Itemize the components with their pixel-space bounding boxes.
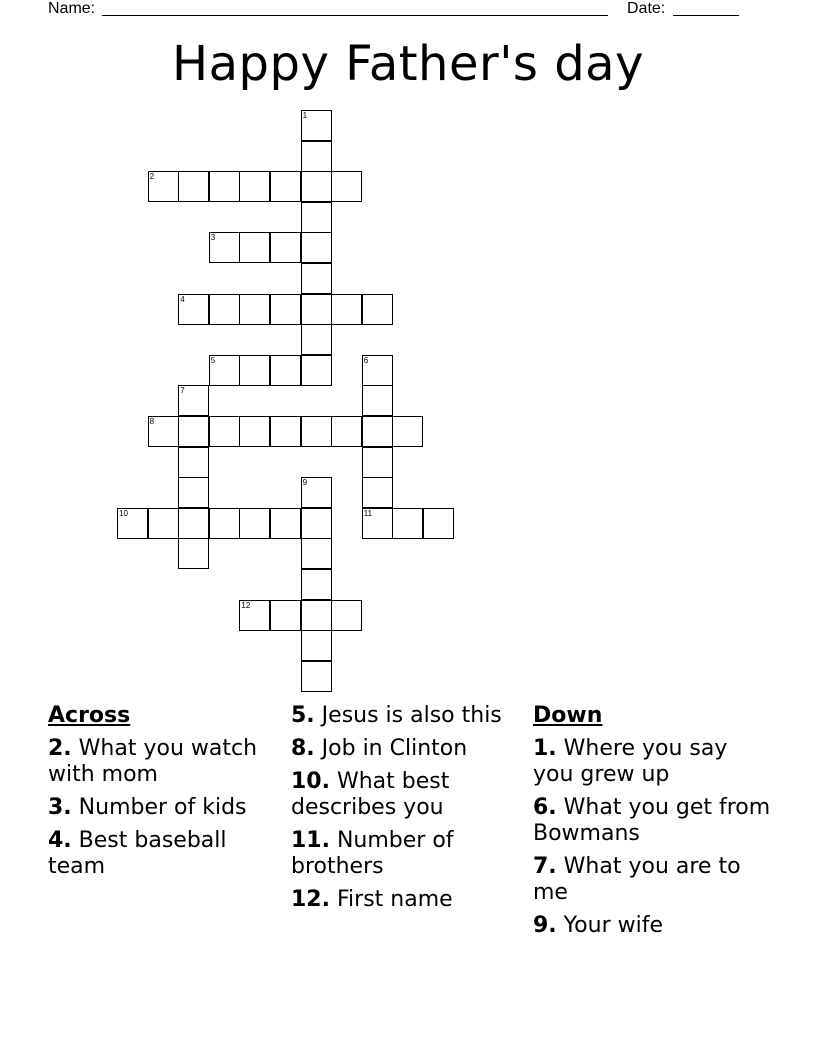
clue-across-8 (291, 736, 526, 762)
grid-cell[interactable] (209, 355, 240, 386)
grid-cell[interactable] (239, 355, 270, 386)
cell-number: 10 (119, 508, 128, 518)
grid-cell[interactable] (209, 171, 240, 202)
clue-number: 12. (291, 887, 330, 912)
cell-number: 11 (363, 508, 373, 518)
puzzle-title: Happy Father's day (172, 36, 644, 92)
grid-cell[interactable] (239, 508, 270, 539)
grid-cell[interactable] (270, 600, 301, 631)
grid-cell[interactable] (178, 385, 209, 416)
clue-number: 1. (533, 736, 557, 761)
grid-cell[interactable] (239, 416, 270, 447)
cell-number: 1 (302, 111, 308, 120)
grid-cell[interactable] (301, 416, 332, 447)
clue-across-3 (48, 795, 283, 821)
grid-cell[interactable] (362, 385, 393, 416)
grid-cell[interactable] (178, 477, 209, 508)
grid-cell[interactable] (331, 600, 362, 631)
grid-cell[interactable] (270, 508, 301, 539)
grid-cell[interactable] (301, 661, 332, 692)
grid-cell[interactable] (301, 538, 332, 569)
clues-column-2 (291, 703, 526, 920)
grid-cell[interactable] (301, 294, 332, 325)
grid-cell[interactable] (301, 600, 332, 631)
clue-across-10 (291, 769, 526, 821)
clue-text: Where you say you grew up (533, 736, 728, 787)
grid-cell[interactable] (362, 355, 393, 386)
cell-number: 12 (241, 600, 251, 610)
grid-cell[interactable] (301, 324, 332, 355)
cell-number: 7 (180, 386, 185, 396)
clue-down-9 (533, 913, 773, 939)
clue-text: Number of kids (71, 795, 247, 820)
clue-text: Number of brothers (291, 828, 454, 879)
grid-cell[interactable] (362, 447, 393, 478)
grid-cell[interactable] (270, 232, 301, 263)
clues-column-1 (48, 703, 283, 887)
grid-cell[interactable] (362, 508, 393, 539)
grid-cell[interactable] (178, 447, 209, 478)
grid-cell[interactable] (178, 538, 209, 569)
grid-cell[interactable] (362, 477, 393, 508)
clue-text: Jesus is also this (314, 703, 502, 728)
clue-text: What you watch with mom (48, 736, 258, 787)
grid-cell[interactable] (178, 508, 209, 539)
grid-cell[interactable] (148, 416, 179, 447)
clue-number: 10. (291, 769, 330, 794)
grid-cell[interactable] (331, 294, 362, 325)
grid-cell[interactable] (301, 141, 332, 172)
across-heading: Across (48, 703, 131, 728)
grid-cell[interactable] (239, 171, 270, 202)
grid-cell[interactable] (301, 355, 332, 386)
date-label: Date: (627, 0, 666, 17)
grid-cell[interactable] (270, 416, 301, 447)
clue-number: 11. (291, 828, 330, 853)
grid-cell[interactable] (331, 416, 362, 447)
cell-number: 9 (302, 478, 308, 488)
clue-text: What best describes you (291, 769, 450, 820)
clue-number: 4. (48, 828, 72, 853)
clue-number: 3. (48, 795, 72, 820)
clue-across-11 (291, 828, 526, 880)
grid-cell[interactable] (301, 569, 332, 600)
grid-cell[interactable] (148, 171, 179, 202)
grid-cell[interactable] (117, 508, 148, 539)
clue-number: 2. (48, 736, 72, 761)
grid-cell[interactable] (209, 294, 240, 325)
grid-cell[interactable] (270, 355, 301, 386)
grid-cell[interactable] (148, 508, 179, 539)
clue-across-5 (291, 703, 526, 729)
grid-cell[interactable] (178, 171, 209, 202)
grid-cell[interactable] (178, 294, 209, 325)
grid-cell[interactable] (331, 171, 362, 202)
grid-cell[interactable] (301, 202, 332, 233)
down-heading: Down (533, 703, 603, 728)
clue-down-6 (533, 795, 773, 847)
grid-cell[interactable] (392, 416, 423, 447)
cell-number: 3 (210, 233, 216, 243)
grid-cell[interactable] (301, 110, 332, 141)
clue-down-1 (533, 736, 773, 788)
cell-number: 4 (180, 294, 185, 304)
name-label: Name: (48, 0, 96, 17)
grid-cell[interactable] (301, 263, 332, 294)
grid-cell[interactable] (239, 600, 270, 631)
clue-text: Best baseball team (48, 828, 227, 879)
clue-text: Your wife (556, 913, 664, 938)
grid-cell[interactable] (239, 294, 270, 325)
clue-text: What you get from Bowmans (533, 795, 771, 846)
clue-across-2 (48, 736, 283, 788)
cell-number: 2 (149, 172, 155, 182)
grid-cell[interactable] (209, 416, 240, 447)
clue-down-7 (533, 854, 773, 906)
grid-cell[interactable] (301, 477, 332, 508)
clue-number: 8. (291, 736, 315, 761)
grid-cell[interactable] (301, 630, 332, 661)
grid-cell[interactable] (270, 294, 301, 325)
grid-cell[interactable] (301, 232, 332, 263)
grid-cell[interactable] (392, 508, 423, 539)
clue-number: 7. (533, 854, 557, 879)
cell-number: 5 (210, 355, 216, 365)
clues-column-3 (533, 703, 773, 946)
clue-across-4 (48, 828, 283, 880)
grid-cell[interactable] (362, 294, 393, 325)
grid-cell[interactable] (270, 171, 301, 202)
clue-number: 5. (291, 703, 315, 728)
grid-cell[interactable] (423, 508, 454, 539)
clue-number: 6. (533, 795, 557, 820)
clue-text: What you are to me (533, 854, 741, 905)
clue-text: First name (329, 887, 453, 912)
clue-text: Job in Clinton (314, 736, 468, 761)
cell-number: 6 (363, 355, 369, 365)
grid-cell[interactable] (239, 232, 270, 263)
clue-number: 9. (533, 913, 557, 938)
grid-cell[interactable] (301, 508, 332, 539)
clue-across-12 (291, 887, 526, 913)
cell-number: 8 (149, 417, 155, 426)
grid-cell[interactable] (209, 232, 240, 263)
grid-cell[interactable] (209, 508, 240, 539)
grid-cell[interactable] (178, 416, 209, 447)
grid-cell[interactable] (362, 416, 393, 447)
grid-cell[interactable] (301, 171, 332, 202)
